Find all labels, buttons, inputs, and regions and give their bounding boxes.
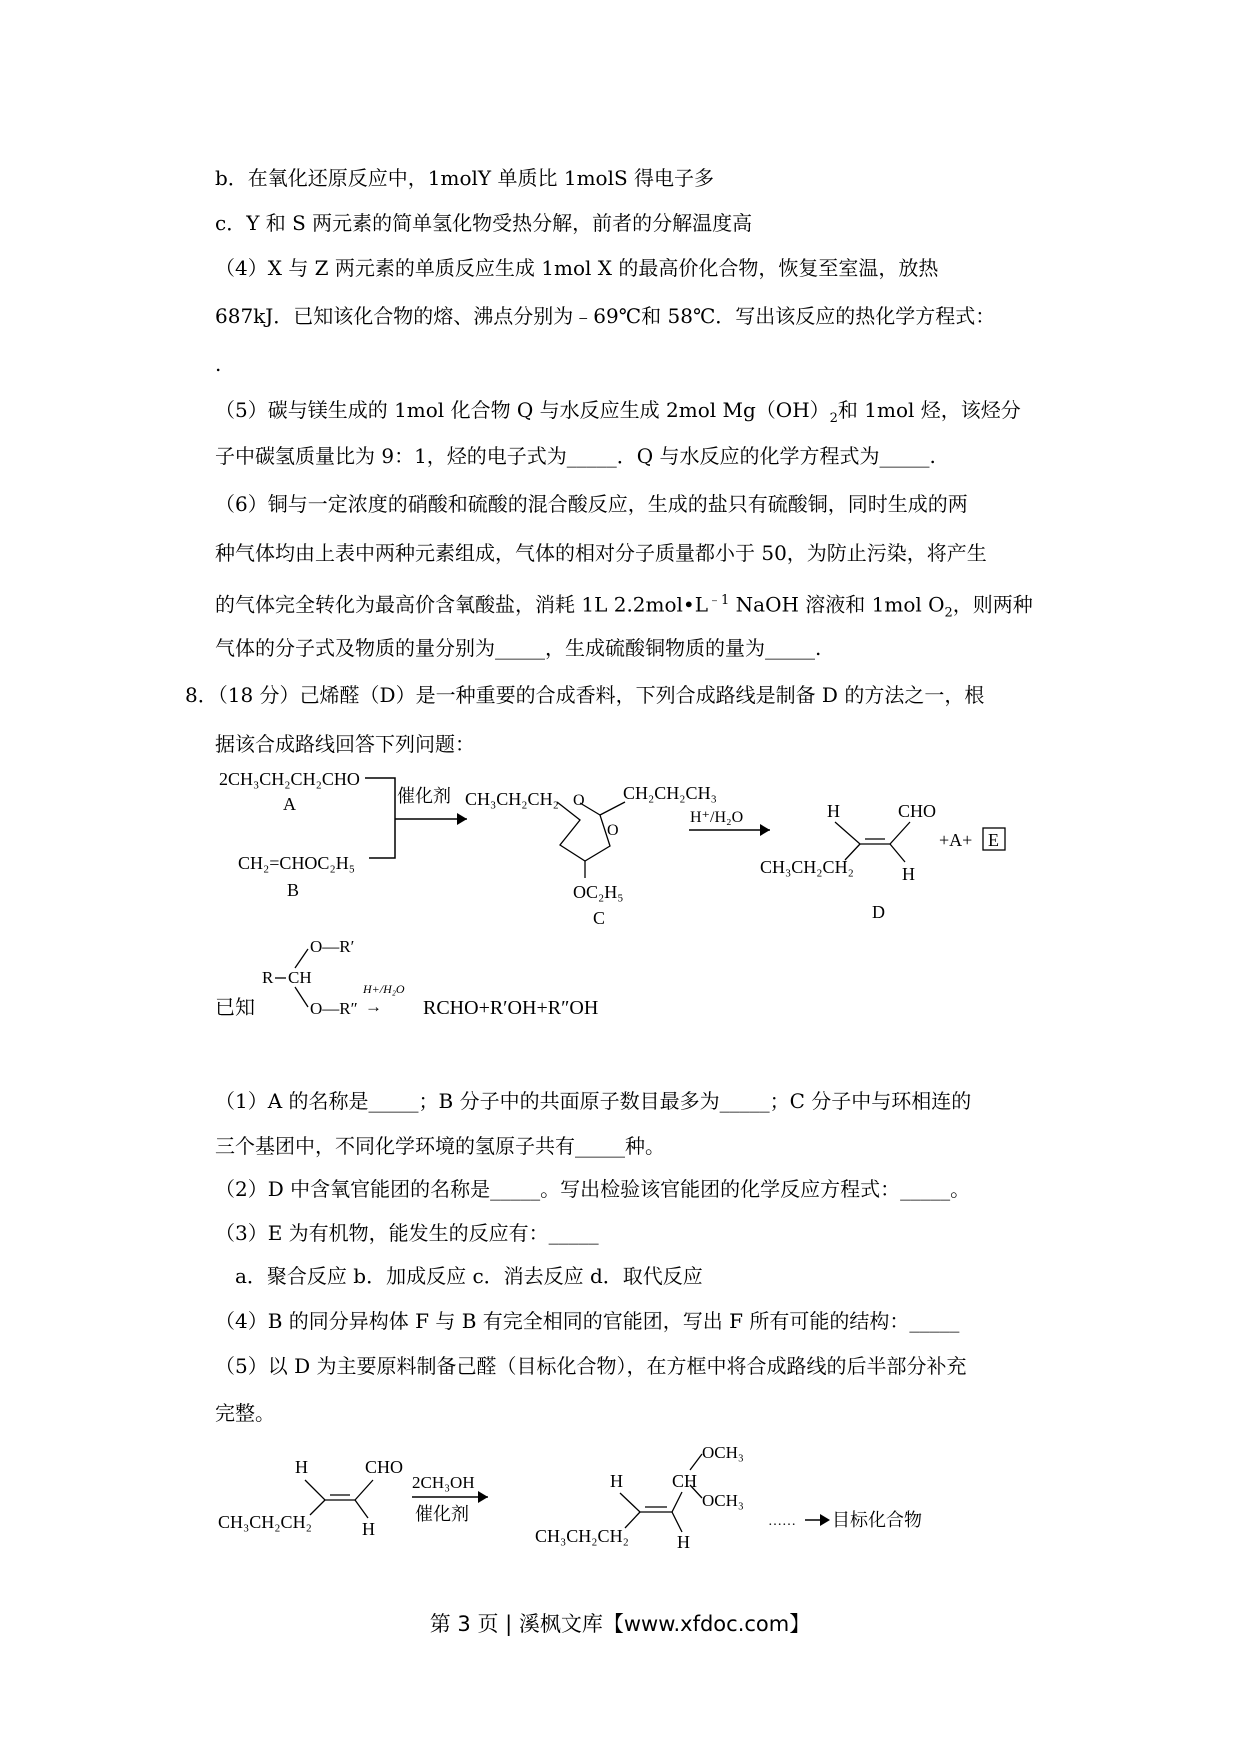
- q4-line-1: （4）X 与 Z 两元素的单质反应生成 1mol X 的最高价化合物，恢复至室温，放热: [215, 256, 939, 280]
- q6-line-1: （6）铜与一定浓度的硝酸和硫酸的混合酸反应，生成的盐只有硫酸铜，同时生成的两: [215, 492, 968, 516]
- known-condition: H+/H₂O: [363, 982, 405, 996]
- known-reaction: [210, 935, 770, 1035]
- q4-line-3: .: [215, 352, 222, 376]
- dioxane-ring: [557, 802, 610, 861]
- compound-a-label: A: [283, 794, 296, 814]
- sub3-line: （3）E 为有机物，能发生的反应有：_____: [215, 1221, 599, 1245]
- q8-line-2: 据该合成路线回答下列问题：: [215, 732, 475, 756]
- page-footer: 第 3 页 | 溪枫文库【www.xfdoc.com】: [429, 1612, 811, 1636]
- ring-bond-right: [600, 802, 625, 815]
- s2-chain: CH₃CH₂CH₂: [218, 1512, 312, 1532]
- d-bonds: [845, 844, 905, 862]
- compound-c-label: C: [593, 908, 606, 928]
- known-r: R: [262, 968, 274, 987]
- compound-c-substituent: OC₂H₅: [573, 882, 624, 902]
- q6-line-3: 的气体完全转化为最高价含氧酸盐，消耗 1L $2.2mol•L^{﹣1}$ NaOH 溶液和 1mol $O_2$，则两种: [215, 592, 1033, 621]
- p-chain: CH₃CH₂CH₂: [535, 1526, 629, 1546]
- e-label: E: [988, 830, 999, 850]
- sub5-line-2: 完整。: [215, 1401, 275, 1425]
- p-hydrogen-1: H: [610, 1471, 623, 1491]
- target-compound: 目标化合物: [832, 1510, 922, 1530]
- compound-c-left-chain: CH₃CH₂CH₂: [465, 789, 559, 809]
- arrow-1-head: [457, 813, 467, 825]
- s2-backbone: [305, 1480, 373, 1500]
- acid-condition: H⁺/H₂O: [690, 809, 744, 826]
- target-arrow-head: [820, 1514, 830, 1526]
- compound-d-label: D: [872, 902, 885, 922]
- dots: ……: [768, 1514, 796, 1529]
- s2-hydrogen-2: H: [362, 1519, 375, 1539]
- catalyst-label: 催化剂: [397, 786, 451, 806]
- d-chain: CH₃CH₂CH₂: [760, 857, 854, 877]
- known-or1: O—R′: [310, 937, 355, 956]
- q6-line-4: 气体的分子式及物质的量分别为_____，生成硫酸铜物质的量为_____.: [215, 636, 822, 660]
- s2-bonds: [310, 1500, 368, 1518]
- compound-b-formula: CH₂=CHOC₂H₅: [238, 853, 355, 873]
- d-hydrogen-1: H: [827, 801, 840, 821]
- p-ch: CH: [672, 1471, 698, 1491]
- q5-line-1: （5）碳与镁生成的 1mol 化合物 Q 与水反应生成 2mol $Mg(OH)_2$和 1mol 烃，该烃分: [215, 398, 1021, 426]
- known-label: 已知: [215, 997, 255, 1019]
- sub5-line-1: （5）以 D 为主要原料制备己醛（目标化合物），在方框中将合成路线的后半部分补充: [215, 1354, 967, 1378]
- known-or2: O—R″: [310, 999, 358, 1018]
- s2-arrow-head: [478, 1491, 488, 1503]
- compound-a-formula: 2CH₃CH₂CH₂CHO: [219, 769, 360, 789]
- s2-catalyst: 催化剂: [415, 1504, 469, 1524]
- q6-line-2: 种气体均由上表中两种元素组成，气体的相对分子质量都小于 50，为防止污染，将产生: [215, 541, 987, 565]
- arrow-2-head: [760, 824, 770, 836]
- sub2-line: （2）D 中含氧官能团的名称是_____。写出检验该官能团的化学反应方程式：_____。: [215, 1177, 971, 1201]
- p-och3-2: OCH₃: [702, 1491, 744, 1510]
- compound-b-label: B: [287, 880, 300, 900]
- p-hydrogen-2: H: [677, 1532, 690, 1552]
- q4-line-2: 687kJ．已知该化合物的熔、沸点分别为﹣69℃和 58℃．写出该反应的热化学方程式：: [215, 304, 996, 328]
- ring-oxygen-2: O: [607, 822, 619, 839]
- s2-cho: CHO: [365, 1457, 404, 1477]
- compound-c-right-chain: CH₂CH₂CH₃: [623, 783, 717, 803]
- option-c: c．Y 和 S 两元素的简单氢化物受热分解，前者的分解温度高: [215, 211, 753, 235]
- d-hydrogen-2: H: [902, 864, 915, 884]
- d-cho: CHO: [898, 801, 937, 821]
- known-ch: CH: [288, 968, 312, 987]
- known-arrow: →: [365, 997, 382, 1016]
- s2-reagent: 2CH₃OH: [412, 1473, 475, 1492]
- d-backbone: [835, 822, 910, 844]
- bracket-line: [365, 778, 395, 858]
- p-och3-1: OCH₃: [702, 1443, 744, 1462]
- p-bonds: [625, 1512, 682, 1532]
- plus-a: +A+: [939, 830, 973, 850]
- synthesis-scheme-1: [205, 760, 1105, 930]
- s2-hydrogen-1: H: [295, 1457, 308, 1477]
- sub3-options: a．聚合反应 b．加成反应 c．消去反应 d．取代反应: [235, 1264, 703, 1288]
- q5-line-2: 子中碳氢质量比为 9：1，烃的电子式为_____．Q 与水反应的化学方程式为_____.: [215, 444, 936, 468]
- sub1-line-2: 三个基团中，不同化学环境的氢原子共有_____种。: [215, 1134, 665, 1158]
- sub4-line: （4）B 的同分异构体 F 与 B 有完全相同的官能团，写出 F 所有可能的结构：_____: [215, 1309, 960, 1333]
- known-products: RCHO+R′OH+R″OH: [423, 997, 599, 1019]
- p-backbone: [620, 1492, 682, 1512]
- option-b: b．在氧化还原反应中，1molY 单质比 1molS 得电子多: [215, 166, 715, 190]
- sub1-line-1: （1）A 的名称是_____；B 分子中的共面原子数目最多为_____；C 分子中与环相连的: [215, 1089, 972, 1113]
- synthesis-scheme-2: [210, 1440, 970, 1560]
- ring-oxygen-1: O: [573, 792, 585, 809]
- q8-line-1: 8．（18 分）己烯醛（D）是一种重要的合成香料，下列合成路线是制备 D 的方法之一，根: [185, 683, 985, 707]
